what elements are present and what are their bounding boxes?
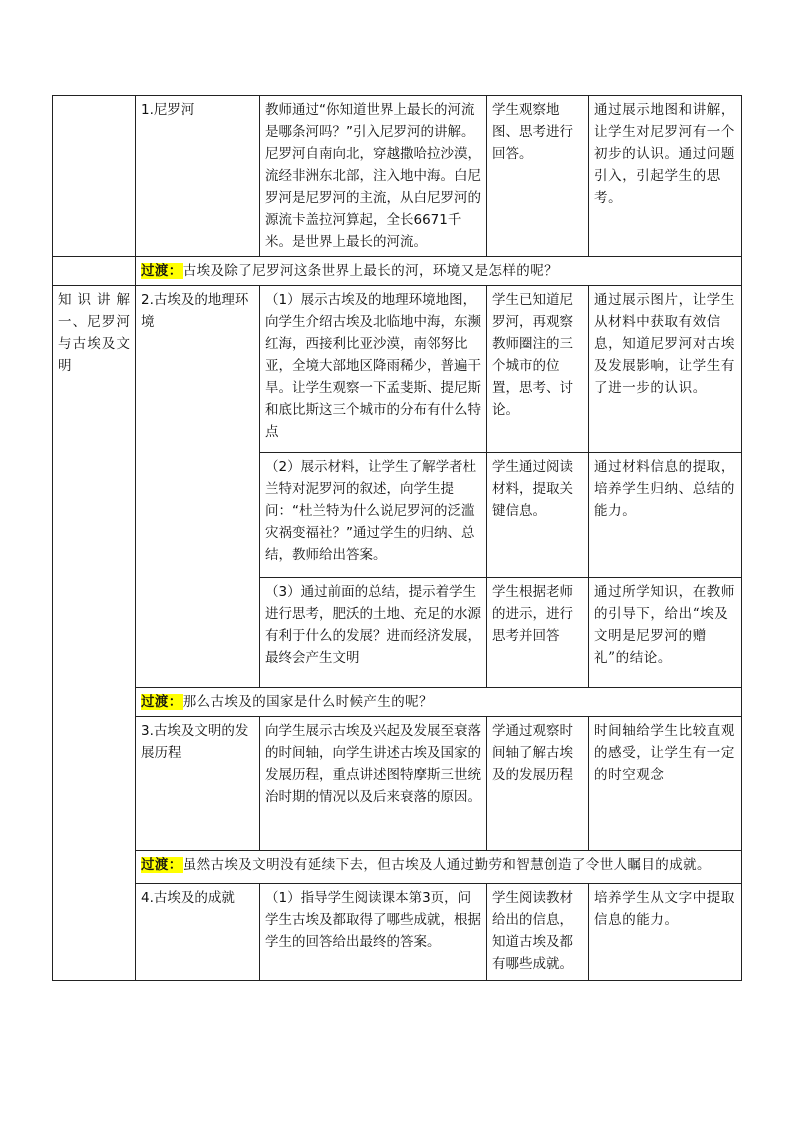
transition-text: 那么古埃及的国家是什么时候产生的呢？ [182,694,433,710]
teacher-activity-cell: 向学生展示古埃及兴起及发展至衰落的时间轴，向学生讲述古埃及国家的发展历程，重点讲述图特摩斯三世统治时期的情况以及后来衰落的原因。 [260,717,487,851]
transition-text: 古埃及除了尼罗河这条世界上最长的河，环境又是怎样的呢？ [182,263,559,279]
transition-text: 虽然古埃及文明没有延续下去，但古埃及人通过勤劳和智慧创造了令世人瞩目的成就。 [182,857,711,873]
table-row-achievements [53,884,742,981]
design-purpose-cell: 通过展示地图和讲解，让学生对尼罗河有一个初步的认识。通过问题引入，引起学生的思考。 [589,96,742,257]
teacher-activity-cell: （1）指导学生阅读课本第3页，问学生古埃及都取得了哪些成就，根据学生的回答给出最终的答案。 [260,884,487,981]
design-purpose-cell: 通过材料信息的提取，培养学生归纳、总结的能力。 [589,453,742,578]
section-label-cell: 知识讲解一、尼罗河与古埃及文明 [53,286,136,981]
student-activity-cell: 学生根据老师的进示，进行思考并回答 [487,578,589,688]
transition-cell [136,851,742,884]
student-activity-cell: 学生观察地图、思考进行回答。 [487,96,589,257]
student-activity-cell: 学通过观察时间轴了解古埃及的发展历程 [487,717,589,851]
transition-row [53,257,742,286]
transition-label: 过渡： [141,694,183,710]
transition-row [53,851,742,884]
section-cell-empty [53,96,136,257]
transition-label: 过渡： [141,857,183,873]
topic-cell: 4.古埃及的成就 [136,884,260,981]
design-purpose-cell: 培养学生从文字中提取信息的能力。 [589,884,742,981]
lesson-plan-table [52,95,742,981]
design-purpose-cell: 通过展示图片，让学生从材料中获取有效信息，知道尼罗河对古埃及发展影响，让学生有了进一步的认识。 [589,286,742,453]
teacher-activity-cell: （2）展示材料，让学生了解学者杜兰特对泥罗河的叙述，向学生提问：“杜兰特为什么说尼罗河的泛滥灾祸变福社？”通过学生的归纳、总结，教师给出答案。 [260,453,487,578]
section-cell-empty [53,257,136,286]
teacher-activity-cell: 教师通过“你知道世界上最长的河流是哪条河吗？”引入尼罗河的讲解。尼罗河自南向北，穿越撒哈拉沙漠，流经非洲东北部，注入地中海。白尼罗河是尼罗河的主流，从白尼罗河的源流卡盖拉河算起，全长6671千米。是世界上最长的河流。 [260,96,487,257]
topic-cell: 2.古埃及的地理环境 [136,286,260,688]
student-activity-cell: 学生阅读教材给出的信息，知道古埃及都有哪些成就。 [487,884,589,981]
transition-cell [136,257,742,286]
student-activity-cell: 学生通过阅读材料，提取关键信息。 [487,453,589,578]
table-row-nile [53,96,742,257]
topic-cell: 1.尼罗河 [136,96,260,257]
transition-label: 过渡： [141,263,183,279]
student-activity-cell: 学生已知道尼罗河，再观察教师圈注的三个城市的位置，思考、讨论。 [487,286,589,453]
table-row-geography-1 [53,286,742,453]
transition-row [53,688,742,717]
design-purpose-cell: 通过所学知识，在教师的引导下，给出“埃及文明是尼罗河的赠礼”的结论。 [589,578,742,688]
transition-cell [136,688,742,717]
teacher-activity-cell: （1）展示古埃及的地理环境地图，向学生介绍古埃及北临地中海，东濒红海，西接利比亚沙漠，南邻努比亚，全境大部地区降雨稀少，普遍干旱。让学生观察一下孟斐斯、提尼斯和底比斯这三个城市的分布有什么特点 [260,286,487,453]
design-purpose-cell: 时间轴给学生比较直观的感受，让学生有一定的时空观念 [589,717,742,851]
topic-cell: 3.古埃及文明的发展历程 [136,717,260,851]
table-row-history [53,717,742,851]
teacher-activity-cell: （3）通过前面的总结，提示着学生进行思考，肥沃的土地、充足的水源有利于什么的发展？进而经济发展，最终会产生文明 [260,578,487,688]
